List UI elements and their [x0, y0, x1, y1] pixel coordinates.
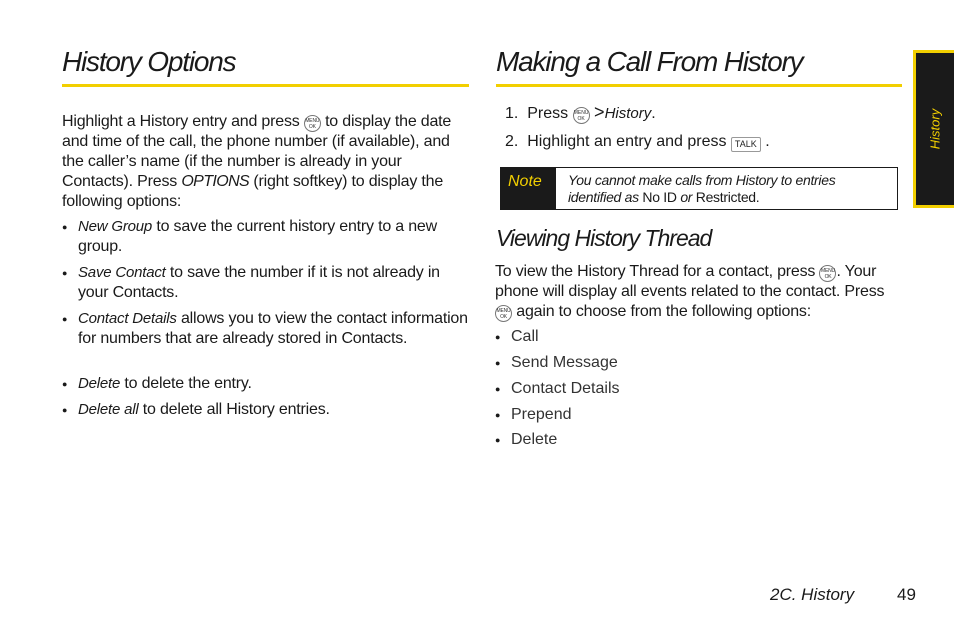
title-underline	[496, 84, 902, 87]
note-text: You cannot make calls from History to entries identified as No ID or Restricted.	[568, 172, 836, 205]
step-number: 2.	[505, 133, 519, 150]
note-value-noid: No ID	[642, 189, 677, 205]
bullet-text: to save the number if it is not already in your Contacts.	[78, 264, 440, 301]
title-underline	[62, 84, 469, 87]
step-separator: >	[594, 102, 605, 122]
list-item	[62, 374, 470, 394]
list-item: ● Prepend	[495, 405, 572, 425]
history-options-intro	[62, 112, 472, 212]
step-text: Press	[527, 105, 569, 122]
intro-part2: to display the date and time of the call, the phone number (if available), and the caller’s name (if the number is already in your Contacts). Press	[62, 113, 452, 190]
bullet-text: allows you to view the contact information for numbers that are already stored in Contacts.	[78, 310, 468, 347]
bullet-term: Delete all	[78, 401, 139, 418]
intro-part3: (right softkey) to display the following options:	[62, 173, 444, 210]
list-item	[62, 309, 470, 349]
bullet-term: Contact Details	[78, 310, 177, 327]
list-item	[62, 217, 470, 257]
step-target: History	[604, 105, 652, 122]
thread-part3: again to choose from the following options:	[516, 303, 811, 320]
bullet-term: New Group	[78, 218, 153, 235]
bullet-text: to delete all History entries.	[142, 401, 330, 418]
note-value-restricted: Restricted	[695, 189, 756, 205]
step-end: .	[651, 105, 656, 122]
step-2	[505, 132, 770, 152]
options-softkey-label: OPTIONS	[181, 173, 250, 190]
thread-part1: To view the History Thread for a contact, press	[495, 263, 816, 280]
list-item: ● Delete	[495, 430, 557, 450]
list-item: ● Call	[495, 327, 539, 347]
menu-ok-key-icon: MENU OK	[304, 115, 321, 132]
chapter-side-tab	[913, 50, 954, 208]
list-item	[62, 400, 470, 420]
step-number: 1.	[505, 105, 519, 122]
bullet-text: to delete the entry.	[124, 375, 252, 392]
step-end: .	[765, 133, 770, 150]
menu-ok-key-icon: MENU OK	[495, 305, 512, 322]
note-label: Note	[501, 168, 556, 209]
bullet-text: to save the current history entry to a new group.	[78, 218, 437, 255]
note-box	[500, 167, 898, 210]
subsection-title-thread: Viewing History Thread	[496, 225, 712, 251]
list-item	[62, 263, 470, 303]
thread-intro	[495, 262, 899, 322]
list-item: ● Contact Details	[495, 379, 620, 399]
menu-ok-key-icon: MENU OK	[573, 107, 590, 124]
side-tab-label: History	[927, 108, 943, 150]
talk-key-icon: TALK	[731, 137, 761, 152]
footer-section: 2C. History	[770, 585, 855, 604]
section-title-making-call: Making a Call From History	[496, 46, 803, 77]
list-item: ● Send Message	[495, 353, 618, 373]
bullet-term: Delete	[78, 375, 121, 392]
step-text: Highlight an entry and press	[527, 133, 727, 150]
section-title-history-options: History Options	[62, 46, 236, 77]
step-1	[505, 102, 656, 124]
intro-part1: Highlight a History entry and press	[62, 113, 300, 130]
page-number: 49	[897, 585, 916, 604]
menu-ok-key-icon: MENU OK	[819, 265, 836, 282]
bullet-term: Save Contact	[78, 264, 166, 281]
thread-part2: . Your phone will display all events related to the contact. Press	[495, 263, 885, 300]
